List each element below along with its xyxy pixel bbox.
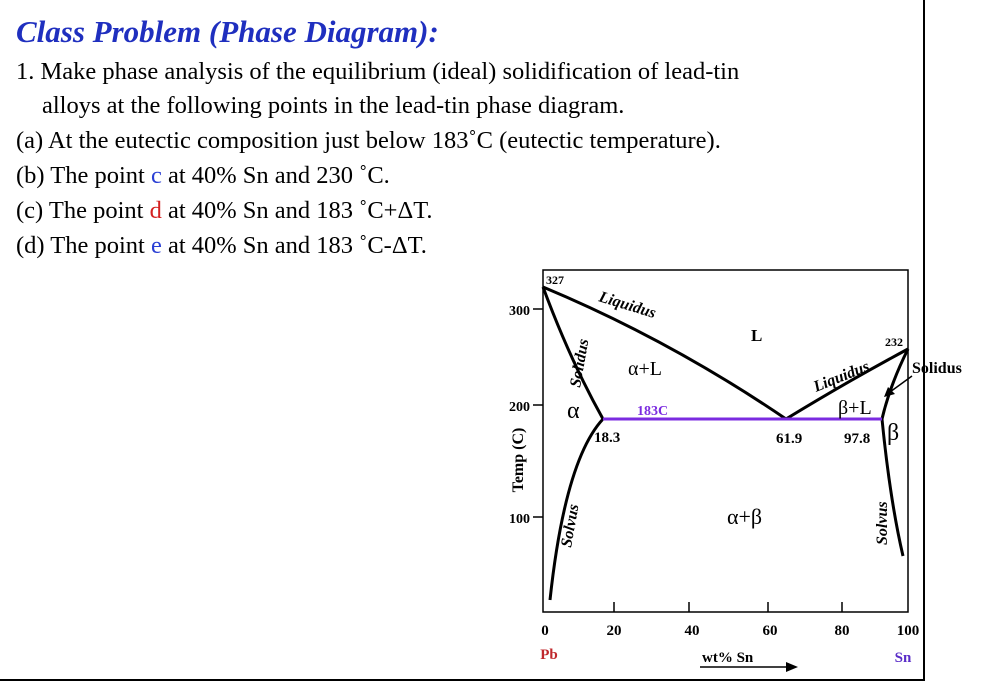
slide-title: Class Problem (Phase Diagram):	[16, 14, 439, 49]
left-solvus-label: Solvus	[558, 502, 583, 549]
item-c-suffix: at 40% Sn and 183 ˚C+ΔT.	[161, 197, 433, 224]
region-beta-liquid-label: β+L	[838, 397, 872, 419]
x-axis-label	[702, 650, 754, 666]
item-d-suffix: at 40% Sn and 183 ˚C-ΔT.	[161, 232, 427, 259]
y-tick-label-300: 300	[509, 304, 530, 319]
item-d-prefix: (d) The point	[16, 232, 151, 259]
point-d-letter: d	[149, 197, 162, 224]
right-solvus-label: Solvus	[874, 501, 891, 545]
problem-intro-line2: alloys at the following points in the lead-tin phase diagram.	[42, 92, 625, 119]
region-alpha-liquid-label: α+L	[628, 358, 662, 380]
y-axis-label: Temp (C)	[510, 427, 527, 493]
x-tick-label-60: 60	[762, 623, 778, 639]
sn-melting-point-label: 232	[885, 335, 903, 349]
item-c-prefix: (c) The point	[16, 197, 150, 224]
eutectic-temperature-label: 183C	[637, 404, 669, 419]
beta-min-solubility-label: 97.8	[844, 431, 871, 447]
y-tick-label-200: 200	[509, 400, 530, 415]
left-liquidus-label: Liquidus	[596, 288, 658, 322]
problem-item-a: (a) At the eutectic composition just below 183˚C (eutectic temperature).	[16, 127, 721, 154]
region-alpha-beta-label: α+β	[727, 504, 763, 529]
region-alpha-label: α	[567, 398, 580, 424]
problem-intro-line1: 1. Make phase analysis of the equilibrium (ideal) solidification of lead-tin	[16, 58, 740, 85]
x-tick-label-40: 40	[684, 623, 700, 639]
x-axis-arrow-head	[786, 662, 798, 672]
point-e-letter: e	[150, 232, 162, 259]
x-tick-label-0: 0	[541, 623, 549, 639]
solidus-pointer-arrowhead	[884, 387, 895, 397]
eutectic-composition-label: 61.9	[776, 431, 803, 447]
y-tick-label-100: 100	[509, 512, 530, 527]
x-tick-label-80: 80	[834, 623, 850, 639]
x-axis-label-text: wt% Sn	[702, 650, 754, 666]
pb-melting-point-label: 327	[546, 273, 564, 287]
sn-end-label: Sn	[894, 650, 912, 666]
alpha-max-solubility-label: 18.3	[594, 430, 621, 446]
item-b-suffix: at 40% Sn and 230 ˚C.	[161, 162, 390, 189]
item-b-prefix: (b) The point	[16, 162, 151, 189]
right-liquidus-label: Liquidus	[811, 357, 872, 396]
x-tick-label-20: 20	[606, 623, 622, 639]
region-beta-label: β	[887, 420, 900, 446]
region-liquid-label: L	[751, 326, 763, 345]
point-c-letter: c	[150, 162, 162, 189]
pb-end-label: Pb	[540, 647, 558, 663]
left-solidus-label: Solidus	[567, 337, 593, 389]
right-solidus-label: Solidus	[912, 360, 962, 377]
x-tick-label-100: 100	[896, 623, 920, 639]
